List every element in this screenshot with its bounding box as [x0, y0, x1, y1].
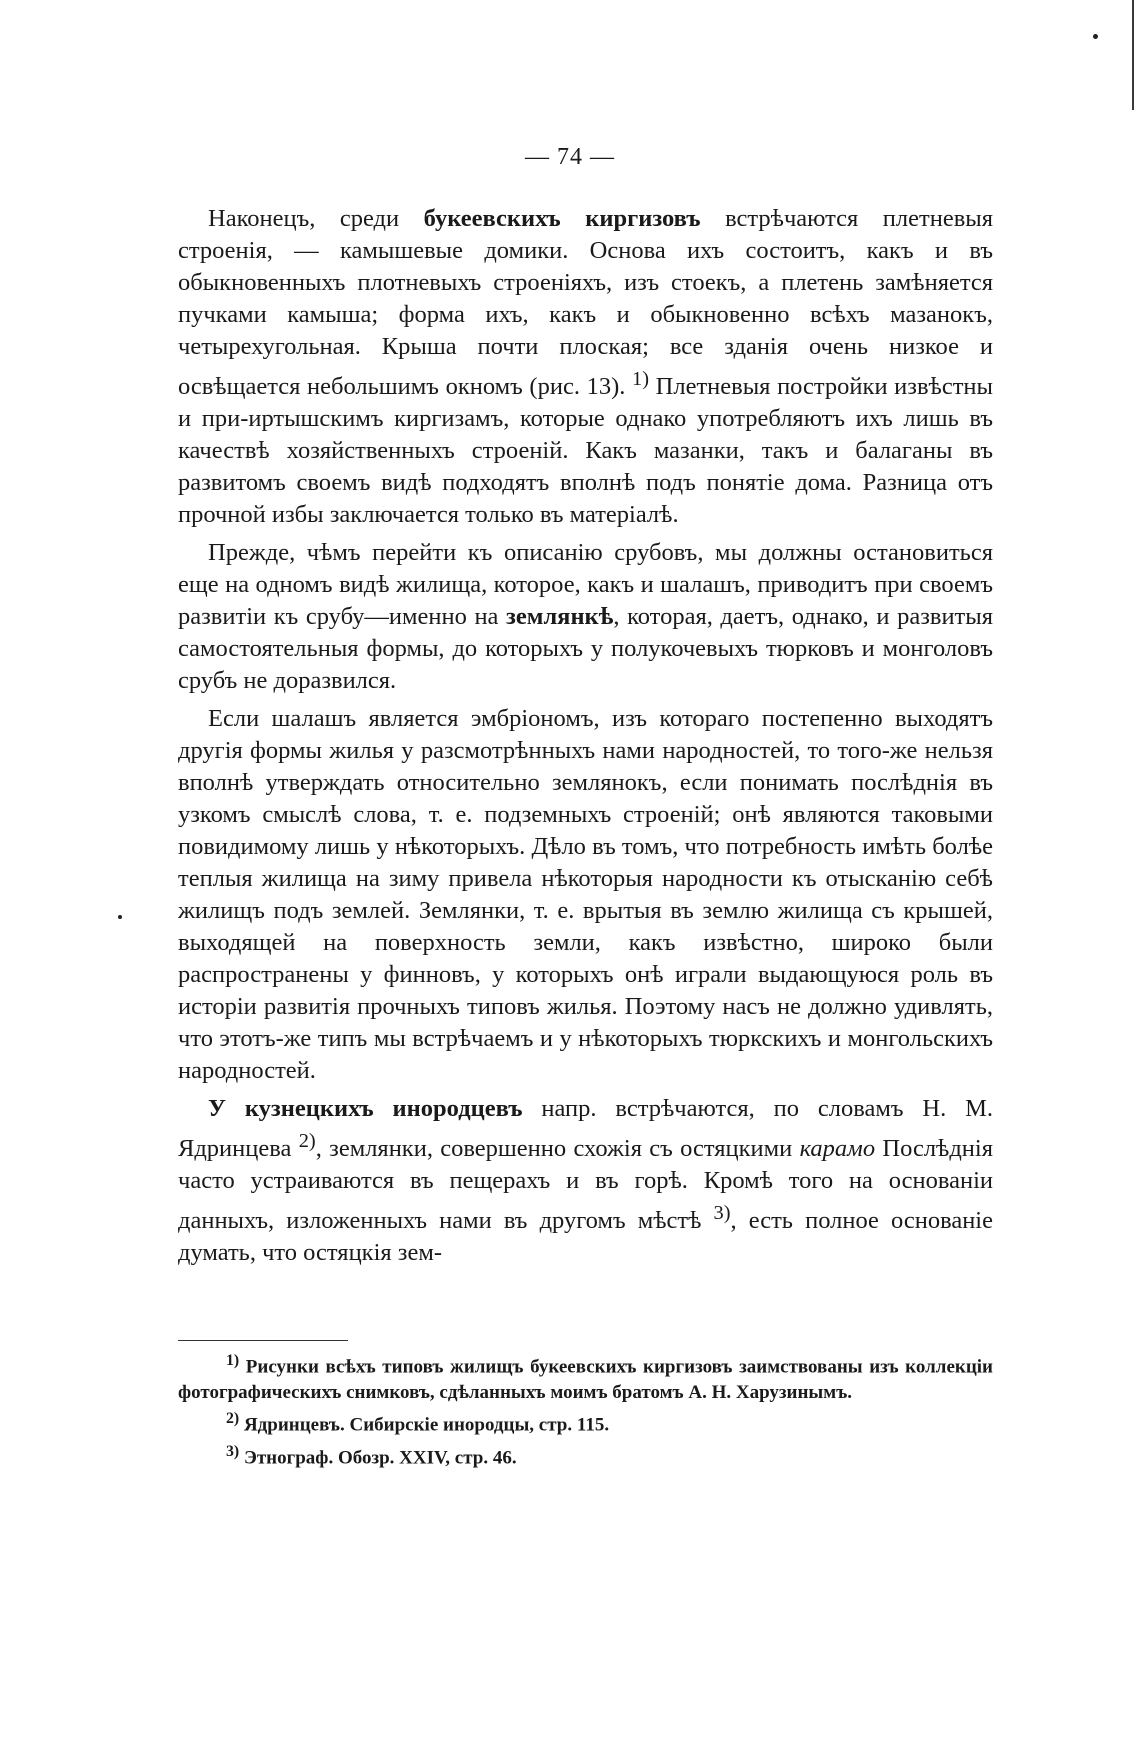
- footnote-ref: 1): [632, 368, 650, 390]
- footnotes: [178, 1348, 993, 1471]
- scan-edge-mark: [1132, 0, 1134, 110]
- footnote-text: Рисунки всѣхъ типовъ жилищъ букеевскихъ киргизовъ заимствованы изъ коллекціи фотографическихъ снимковъ, сдѣланныхъ моимъ братомъ А. Н. Харузинымъ.: [178, 1356, 993, 1404]
- footnote: [178, 1348, 993, 1406]
- footnote-ref: 3): [713, 1202, 731, 1225]
- main-text: [178, 203, 993, 1269]
- text-run: , землянки, совершенно схожія съ остяцкими: [315, 1135, 800, 1163]
- footnote-separator: [178, 1340, 348, 1341]
- spaced-emphasis: землянкѣ: [506, 603, 614, 631]
- text-run: Прежде, чѣмъ перейти къ описанію срубовъ, мы должны остановиться еще на одномъ видѣ жилища, которое, какъ и шалашъ, приводитъ при своемъ развитіи къ срубу—именно на: [178, 539, 993, 631]
- spaced-emphasis: У кузнецкихъ инородцевъ: [208, 1095, 523, 1123]
- text-run: Плетневыя постройки извѣстны и при-иртышскимъ киргизамъ, которые однако употребляютъ ихъ лишь въ качествѣ хозяйственныхъ строеній. Какъ мазанки, такъ и балаганы въ развитомъ своемъ видѣ подходятъ вполнѣ подъ понятіе дома. Разница отъ прочной избы заключается только въ матеріалѣ.: [178, 373, 994, 529]
- footnote-text: Ядринцевъ. Сибирскіе инородцы, стр. 115.: [239, 1414, 610, 1436]
- text-run: , которая, даетъ, однако, и развитыя самостоятельныя формы, до которыхъ у полукочевыхъ тюрковъ и монголовъ срубъ не доразвился.: [178, 603, 993, 695]
- paragraph: [178, 537, 993, 697]
- page-number: — 74 —: [525, 144, 615, 170]
- paragraph: [178, 1093, 993, 1269]
- text-run: , есть полное основаніе думать, что остяцкія зем-: [178, 1207, 993, 1267]
- footnote-ref: 2): [298, 1130, 316, 1153]
- footnote-text: Этнограф. Обозр. XXIV, стр. 46.: [239, 1446, 517, 1468]
- italic-term: карамо: [799, 1135, 876, 1163]
- footnote: [178, 1406, 993, 1438]
- paragraph: [178, 203, 993, 531]
- footnote-ref: 3): [226, 1442, 240, 1460]
- text-run: Если шалашъ является эмбріономъ, изъ котораго постепенно выходятъ другія формы жилья у разсмотрѣнныхъ нами народностей, то того-же нельзя вполнѣ утверждать относительно землянокъ, если понимать послѣднія въ узкомъ смыслѣ слова, т. е. подземныхъ строеній; онѣ являются таковыми повидимому лишь у нѣкоторыхъ. Дѣло въ томъ, что потребность имѣть болѣе теплыя жилища на зиму привела нѣкоторыя народности къ отысканію себѣ жилищъ подъ землей. Землянки, т. е. врытыя въ землю жилища съ крышей, выходящей на поверхность земли, какъ извѣстно, широко были распространены у финновъ, у которыхъ онѣ играли выдающуюся роль въ исторіи развитія прочныхъ типовъ жилья. Поэтому насъ не должно удивлять, что этотъ-же типъ мы встрѣчаемъ и у нѣкоторыхъ тюркскихъ и монгольскихъ народностей.: [178, 705, 993, 1085]
- text-run: Послѣднія часто устраиваются въ пещерахъ и въ горѣ. Кромѣ того на основаніи данныхъ, изложенныхъ нами въ другомъ мѣстѣ: [178, 1135, 993, 1235]
- footnote-ref: 1): [226, 1352, 240, 1369]
- speck-mark: [1093, 34, 1098, 39]
- text-run: напр. встрѣчаются, по словамъ Н. М. Ядринцева: [178, 1095, 993, 1163]
- text-run: встрѣчаются плетневыя строенія, — камышевые домики. Основа ихъ состоитъ, какъ и въ обыкновенныхъ плотневыхъ строеніяхъ, изъ стоекъ, а плетень замѣняется пучками камыша; форма ихъ, какъ и обыкновенно всѣхъ мазанокъ, четырехугольная. Крыша почти плоская; все зданія очень низкое и освѣщается небольшимъ окномъ (рис. 13).: [178, 205, 993, 401]
- speck-mark: [118, 915, 122, 919]
- footnote: [178, 1439, 993, 1471]
- spaced-emphasis: букеевскихъ киргизовъ: [423, 205, 701, 232]
- footnote-ref: 2): [226, 1410, 240, 1428]
- paragraph: [178, 703, 993, 1087]
- text-run: Наконецъ, среди: [208, 205, 424, 232]
